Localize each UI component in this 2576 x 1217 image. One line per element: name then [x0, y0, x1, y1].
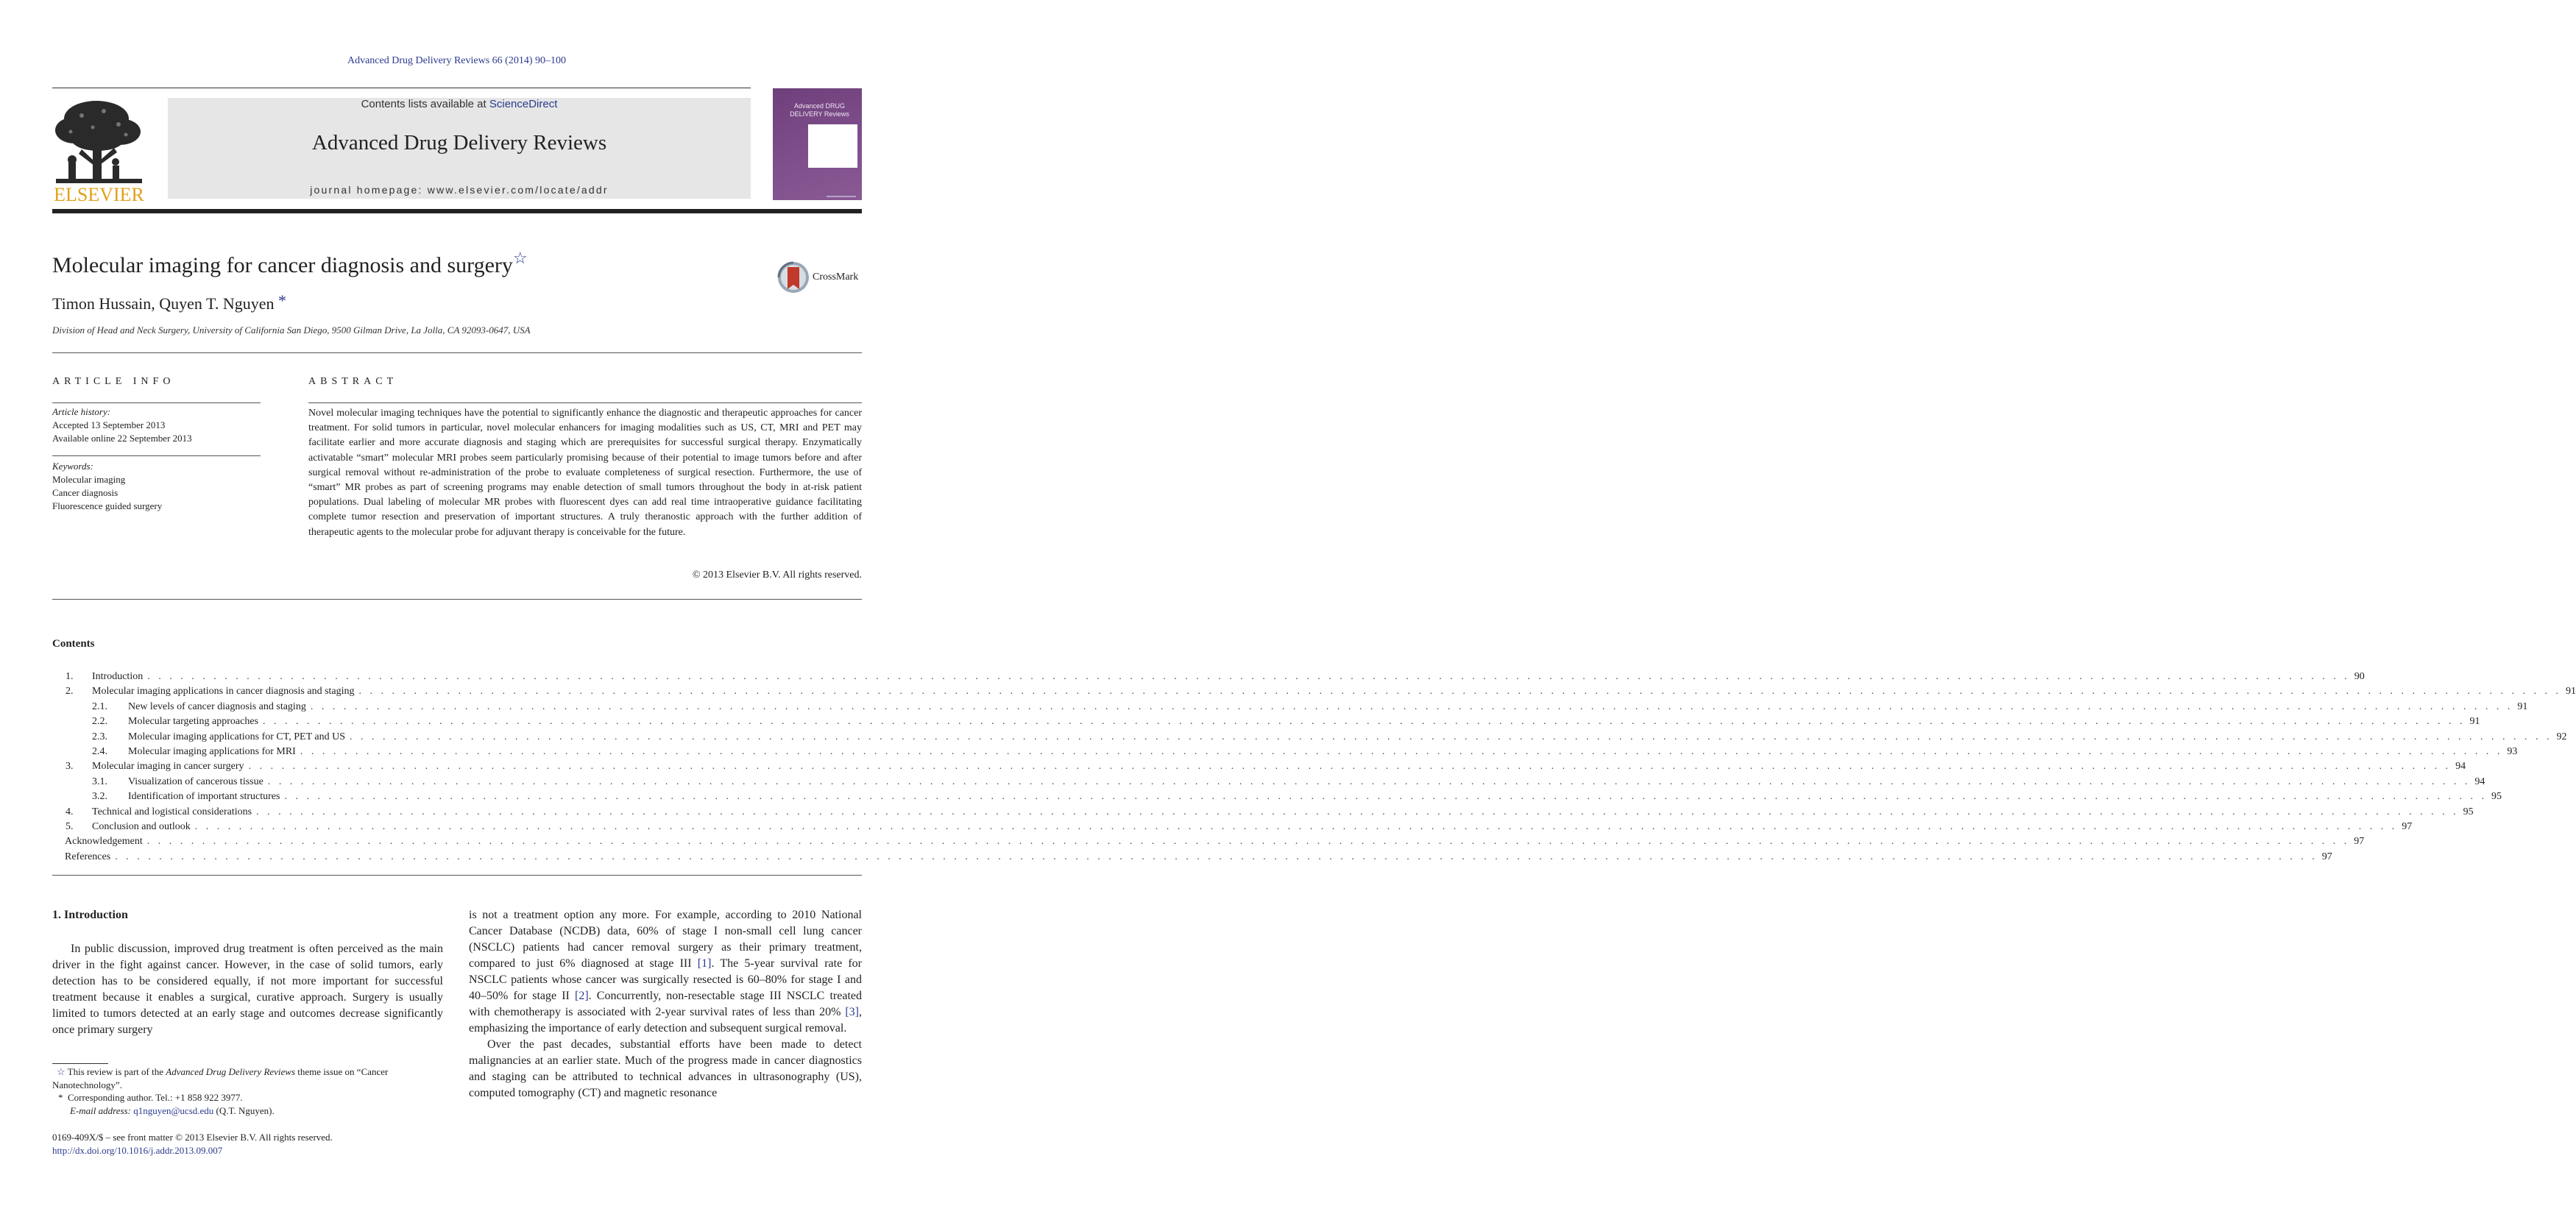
body-text: , emphasizing the importance of early detection and subsequent surgical removal.	[469, 1006, 862, 1035]
toc-entry-page[interactable]: 90	[2354, 671, 2365, 682]
body-text: . The 5-year survival rate for NSCLC patients whose cancer was surgically resected is 60–80% for stage I and 40–50% for stage II	[469, 957, 863, 1002]
journal-cover-strip	[827, 196, 856, 197]
footnote-rule	[52, 1063, 108, 1064]
toc-entry-title[interactable]: Molecular imaging applications for CT, PET and US	[128, 731, 345, 742]
footnote-star-icon: ☆	[57, 1066, 66, 1077]
elsevier-wordmark: ELSEVIER	[54, 184, 144, 205]
body-text: is not a treatment option any more. For example, according to 2010 National Cancer Database (NCDB) data, 60% of stage I non-small cell lung cancer (NSCLC) patients had cancer removal surgery as their primary treatment, compared to just 6% diagnosed at stage III	[469, 909, 862, 970]
toc-entry-page[interactable]: 91	[2566, 686, 2576, 698]
toc-entry[interactable]	[52, 790, 2502, 804]
toc-entry-number: 5.	[66, 820, 74, 832]
toc-entry-number-text: 3.1.	[92, 776, 107, 787]
keyword-item: Fluorescence guided surgery	[52, 500, 163, 511]
toc-dot-leader: . . . . . . . . . . . . . . . . . . . . . . . . . . . . . . . . . . . . . . . . . . . . . . . . . . . . . . . . . . . . . . . . . . . . . . . . . . . . . . . . . . . . . . . . . . . . . . . . . . . . . . . . . . . . . . . . . . . . . . . . . . . . . . . . . . . . . . . . . . . . . . . . . . . . . . . . . . . . . . . . . . . . . . . . . . . . . . . . . . . . . . . . . . . . . . . . . . . . . . . .	[358, 686, 2562, 698]
toc-dot-leader: . . . . . . . . . . . . . . . . . . . . . . . . . . . . . . . . . . . . . . . . . . . . . . . . . . . . . . . . . . . . . . . . . . . . . . . . . . . . . . . . . . . . . . . . . . . . . . . . . . . . . . . . . . . . . . . . . . . . . . . . . . . . . . . . . . . . . . . . . . . . . . . . . . . . . . . . . . . . . . . . . . . . . . . . . . . . . . . . . . . . . . . . . . . . . . . . . . . . . . . .	[146, 836, 2350, 848]
toc-dot-leader: . . . . . . . . . . . . . . . . . . . . . . . . . . . . . . . . . . . . . . . . . . . . . . . . . . . . . . . . . . . . . . . . . . . . . . . . . . . . . . . . . . . . . . . . . . . . . . . . . . . . . . . . . . . . . . . . . . . . . . . . . . . . . . . . . . . . . . . . . . . . . . . . . . . . . . . . . . . . . . . . . . . . . . . . . . . . . . . . . . . . . . . . . . . . . . . . . . . . . . . .	[300, 745, 2503, 757]
footnote-text: theme issue on “Cancer Nanotechnology”.	[52, 1066, 389, 1090]
email-label: E-mail address:	[70, 1104, 134, 1116]
toc-entry-number: 3.	[66, 761, 74, 773]
body-text: . Concurrently, non-resectable stage III NSCLC treated with chemotherapy is associated with 2-year survival rates of less than 20%	[469, 990, 862, 1018]
toc-entry-page[interactable]: 93	[2507, 745, 2518, 757]
toc-entry-number	[52, 834, 65, 849]
toc-entry-page[interactable]: 95	[2463, 806, 2474, 817]
toc-entry-number	[52, 850, 65, 865]
toc-entry-title[interactable]: Molecular imaging applications for MRI	[128, 745, 296, 757]
footnote-text: Corresponding author. Tel.: +1 858 922 3977.	[68, 1092, 243, 1103]
article-title-text: Molecular imaging for cancer diagnosis and surgery	[52, 253, 513, 277]
toc-entry-number: 2.	[66, 686, 74, 698]
toc-entry-page[interactable]: 91	[2517, 700, 2528, 712]
toc-dot-leader: . . . . . . . . . . . . . . . . . . . . . . . . . . . . . . . . . . . . . . . . . . . . . . . . . . . . . . . . . . . . . . . . . . . . . . . . . . . . . . . . . . . . . . . . . . . . . . . . . . . . . . . . . . . . . . . . . . . . . . . . . . . . . . . . . . . . . . . . . . . . . . . . . . . . . . . . . . . . . . . . . . . . . . . . . . . . . . . . . . . . . . . . . . . . . . . . . . . . . . . .	[349, 731, 2552, 742]
toc-entry-number-text: 2.3.	[92, 731, 107, 742]
abstract-rule	[308, 402, 862, 403]
footnotes	[52, 1065, 443, 1117]
toc-entry-title[interactable]: Molecular targeting approaches	[128, 716, 259, 728]
toc-entry-title[interactable]: Technical and logistical considerations	[92, 806, 252, 817]
sciencedirect-link[interactable]: ScienceDirect	[489, 98, 558, 110]
toc-dot-leader: . . . . . . . . . . . . . . . . . . . . . . . . . . . . . . . . . . . . . . . . . . . . . . . . . . . . . . . . . . . . . . . . . . . . . . . . . . . . . . . . . . . . . . . . . . . . . . . . . . . . . . . . . . . . . . . . . . . . . . . . . . . . . . . . . . . . . . . . . . . . . . . . . . . . . . . . . . . . . . . . . . . . . . . . . . . . . . . . . . . . . . . . . . . . . . . . . . . . . . . .	[267, 776, 2471, 787]
toc-entry-page[interactable]: 92	[2556, 731, 2567, 742]
toc-entry-title[interactable]: Acknowledgement	[65, 836, 143, 848]
toc-dot-leader: . . . . . . . . . . . . . . . . . . . . . . . . . . . . . . . . . . . . . . . . . . . . . . . . . . . . . . . . . . . . . . . . . . . . . . . . . . . . . . . . . . . . . . . . . . . . . . . . . . . . . . . . . . . . . . . . . . . . . . . . . . . . . . . . . . . . . . . . . . . . . . . . . . . . . . . . . . . . . . . . . . . . . . . . . . . . . . . . . . . . . . . . . . . . . . . . . . . . . . . .	[310, 700, 2513, 712]
footnote-corresponding-author	[52, 1091, 443, 1104]
toc-dot-leader: . . . . . . . . . . . . . . . . . . . . . . . . . . . . . . . . . . . . . . . . . . . . . . . . . . . . . . . . . . . . . . . . . . . . . . . . . . . . . . . . . . . . . . . . . . . . . . . . . . . . . . . . . . . . . . . . . . . . . . . . . . . . . . . . . . . . . . . . . . . . . . . . . . . . . . . . . . . . . . . . . . . . . . . . . . . . . . . . . . . . . . . . . . . . . . . . . . . . . . . .	[256, 806, 2459, 817]
journal-title: Advanced Drug Delivery Reviews	[311, 131, 607, 155]
toc-entry-page[interactable]: 94	[2474, 776, 2485, 787]
author-affiliation: Division of Head and Neck Surgery, University of California San Diego, 9500 Gilman Drive, La Jolla, CA 92093-0647, USA	[52, 324, 531, 336]
crossmark-label[interactable]: CrossMark	[813, 272, 859, 283]
toc-entry-title[interactable]: Molecular imaging applications in cancer diagnosis and staging	[92, 686, 355, 698]
toc-dot-leader: . . . . . . . . . . . . . . . . . . . . . . . . . . . . . . . . . . . . . . . . . . . . . . . . . . . . . . . . . . . . . . . . . . . . . . . . . . . . . . . . . . . . . . . . . . . . . . . . . . . . . . . . . . . . . . . . . . . . . . . . . . . . . . . . . . . . . . . . . . . . . . . . . . . . . . . . . . . . . . . . . . . . . . . . . . . . . . . . . . . . . . . . . . . . . . . . . . . . . . . .	[248, 761, 2452, 773]
contents-prefix: Contents lists available at	[361, 98, 489, 110]
article-info-heading: ARTICLE INFO	[52, 376, 175, 387]
section-heading-introduction: 1. Introduction	[52, 909, 128, 921]
article-title	[52, 249, 528, 278]
toc-entry-page[interactable]: 97	[2402, 820, 2413, 832]
contents-heading: Contents	[52, 638, 95, 650]
contents-available-line	[168, 98, 751, 110]
history-accepted: Accepted 13 September 2013	[52, 419, 166, 430]
toc-entry-number	[52, 775, 128, 790]
toc-dot-leader: . . . . . . . . . . . . . . . . . . . . . . . . . . . . . . . . . . . . . . . . . . . . . . . . . . . . . . . . . . . . . . . . . . . . . . . . . . . . . . . . . . . . . . . . . . . . . . . . . . . . . . . . . . . . . . . . . . . . . . . . . . . . . . . . . . . . . . . . . . . . . . . . . . . . . . . . . . . . . . . . . . . . . . . . . . . . . . . . . . . . . . . . . . . . . . . . . . . . . . . .	[263, 716, 2466, 728]
article-info-rule	[52, 402, 261, 403]
reference-link-3[interactable]: [3]	[845, 1006, 859, 1018]
toc-entry[interactable]	[52, 714, 2480, 729]
body-paragraph	[469, 907, 862, 1037]
toc-entry[interactable]	[52, 745, 2518, 759]
crossmark-icon[interactable]	[777, 261, 810, 294]
article-history	[52, 405, 192, 445]
toc-entry-title[interactable]: Identification of important structures	[128, 791, 280, 803]
toc-entry-page[interactable]: 94	[2455, 761, 2466, 773]
body-paragraph: In public discussion, improved drug treatment is often perceived as the main driver in the fight against cancer. However, in the case of solid tumors, early detection has to be considered equally, if not more important for successful treatment because it enables a surgical, curative approach. Surgery is usually limited to tumors detected at an early stage and outcomes decrease significantly once primary surgery	[52, 943, 443, 1036]
keyword-item: Cancer diagnosis	[52, 487, 118, 498]
toc-entry[interactable]	[52, 730, 2567, 745]
toc-entry-title[interactable]: New levels of cancer diagnosis and staging	[128, 700, 306, 712]
abstract-copyright: © 2013 Elsevier B.V. All rights reserved.	[692, 570, 862, 581]
toc-entry[interactable]	[52, 834, 2365, 849]
toc-entry-number: 1.	[66, 671, 74, 682]
journal-cover-title: Advanced DRUG DELIVERY Reviews	[790, 102, 849, 118]
journal-homepage-link[interactable]: journal homepage: www.elsevier.com/locate/addr	[310, 184, 609, 196]
toc-entry-page[interactable]: 95	[2491, 791, 2502, 803]
body-paragraph: Over the past decades, substantial efforts have been made to detect malignancies at an earlier state. Much of the progress made in cancer diagnostics and staging can be attributed to technical advances in ultrasonography (US), computed tomography (CT) and magnetic resonance	[469, 1038, 862, 1099]
toc-entry-number	[52, 790, 128, 804]
toc-entry-title[interactable]: Molecular imaging in cancer surgery	[92, 761, 244, 773]
body-column-left	[52, 941, 443, 1038]
footnote-theme-issue	[52, 1065, 443, 1091]
journal-cover-panel	[808, 124, 857, 168]
contents-divider	[52, 875, 862, 876]
keywords-rule	[52, 455, 261, 456]
footnote-asterisk: *	[58, 1092, 63, 1103]
toc-entry[interactable]	[52, 805, 2474, 820]
footnote-text: This review is part of the	[67, 1066, 166, 1077]
toc-dot-leader: . . . . . . . . . . . . . . . . . . . . . . . . . . . . . . . . . . . . . . . . . . . . . . . . . . . . . . . . . . . . . . . . . . . . . . . . . . . . . . . . . . . . . . . . . . . . . . . . . . . . . . . . . . . . . . . . . . . . . . . . . . . . . . . . . . . . . . . . . . . . . . . . . . . . . . . . . . . . . . . . . . . . . . . . . . . . . . . . . . . . . . . . . . . . . . . . . . . . . . . .	[284, 791, 2487, 803]
reference-link-2[interactable]: [2]	[575, 990, 589, 1002]
table-of-contents	[52, 670, 2576, 865]
toc-entry-number-text: 3.2.	[92, 791, 107, 803]
toc-entry[interactable]	[52, 684, 2576, 699]
footnote-journal-name: Advanced Drug Delivery Reviews	[166, 1066, 296, 1077]
toc-entry-number	[52, 745, 128, 759]
toc-entry-number-text: 2.1.	[92, 700, 107, 712]
toc-entry-number	[52, 730, 128, 745]
toc-dot-leader: . . . . . . . . . . . . . . . . . . . . . . . . . . . . . . . . . . . . . . . . . . . . . . . . . . . . . . . . . . . . . . . . . . . . . . . . . . . . . . . . . . . . . . . . . . . . . . . . . . . . . . . . . . . . . . . . . . . . . . . . . . . . . . . . . . . . . . . . . . . . . . . . . . . . . . . . . . . . . . . . . . . . . . . . . . . . . . . . . . . . . . . . . . . . . . . . . . . . . . . .	[147, 671, 2350, 682]
toc-entry[interactable]	[52, 775, 2485, 790]
email-suffix: (Q.T. Nguyen).	[213, 1104, 275, 1116]
reference-link-1[interactable]: [1]	[697, 957, 712, 970]
toc-entry[interactable]	[52, 850, 2332, 865]
issn-line: 0169-409X/$ – see front matter © 2013 Elsevier B.V. All rights reserved.	[52, 1132, 333, 1143]
keywords-label: Keywords:	[52, 461, 93, 472]
toc-dot-leader: . . . . . . . . . . . . . . . . . . . . . . . . . . . . . . . . . . . . . . . . . . . . . . . . . . . . . . . . . . . . . . . . . . . . . . . . . . . . . . . . . . . . . . . . . . . . . . . . . . . . . . . . . . . . . . . . . . . . . . . . . . . . . . . . . . . . . . . . . . . . . . . . . . . . . . . . . . . . . . . . . . . . . . . . . . . . . . . . . . . . . . . . . . . . . . . . . . . . . . . .	[194, 820, 2398, 832]
toc-entry[interactable]	[52, 759, 2466, 774]
toc-entry-title[interactable]: Introduction	[92, 671, 144, 682]
toc-entry-page[interactable]: 91	[2469, 716, 2480, 728]
front-matter	[52, 1131, 333, 1157]
article-authors	[52, 291, 286, 313]
abstract-text: Novel molecular imaging techniques have the potential to significantly enhance the diagnostic and therapeutic approaches for cancer treatment. For solid tumors in particular, novel molecular enhancers for imaging modalities such as US, CT, MRI and PET may facilitate earlier and more accurate diagnosis and staging which are prerequisites for successful surgical therapy. Enzymatically activatable “smart” molecular MRI probes seem particularly promising because of their potential to image tumors before and after surgical removal without re-administration of the probe to evaluate completeness of surgical resection. Furthermore, the use of “smart” MR probes as part of screening programs may enable detection of small tumors throughout the body in at-risk patient populations. Dual labeling of molecular MR probes with fluorescent dyes can add real time intraoperative guidance facilitating complete tumor resection and preservation of important structures. A truly theranostic approach with the further addition of therapeutic agents to the molecular probe for adjuvant therapy is conceivable for the future.	[308, 408, 862, 538]
title-footnote-star-icon[interactable]: ☆	[512, 249, 528, 267]
title-divider	[52, 352, 862, 353]
toc-entry-title[interactable]: References	[65, 851, 111, 862]
body-column-right	[469, 907, 862, 1101]
keyword-item: Molecular imaging	[52, 474, 126, 485]
toc-entry-number: 4.	[66, 806, 74, 817]
toc-entry-page[interactable]: 97	[2321, 851, 2332, 862]
toc-entry-page[interactable]: 97	[2354, 836, 2365, 848]
corresponding-author-asterisk[interactable]: *	[278, 291, 286, 310]
doi-link[interactable]: http://dx.doi.org/10.1016/j.addr.2013.09.007	[52, 1145, 223, 1156]
toc-entry[interactable]	[52, 700, 2528, 714]
history-available-online: Available online 22 September 2013	[52, 433, 192, 444]
footnote-email	[52, 1104, 443, 1118]
toc-entry-number	[52, 714, 128, 729]
toc-dot-leader: . . . . . . . . . . . . . . . . . . . . . . . . . . . . . . . . . . . . . . . . . . . . . . . . . . . . . . . . . . . . . . . . . . . . . . . . . . . . . . . . . . . . . . . . . . . . . . . . . . . . . . . . . . . . . . . . . . . . . . . . . . . . . . . . . . . . . . . . . . . . . . . . . . . . . . . . . . . . . . . . . . . . . . . . . . . . . . . . . . . . . . . . . . . . . . . . . . . . . . . .	[115, 851, 2318, 862]
toc-entry[interactable]	[52, 670, 2365, 684]
abstract-heading: ABSTRACT	[308, 376, 398, 387]
journal-citation-link[interactable]: Advanced Drug Delivery Reviews 66 (2014) 90–100	[347, 55, 567, 66]
email-link[interactable]: q1nguyen@ucsd.edu	[133, 1104, 214, 1116]
toc-entry-title[interactable]: Conclusion and outlook	[92, 820, 191, 832]
toc-entry-number-text: 2.2.	[92, 716, 107, 728]
toc-entry-number	[52, 700, 128, 714]
header-thick-rule	[52, 209, 862, 213]
author-names: Timon Hussain, Quyen T. Nguyen	[52, 294, 275, 313]
toc-entry[interactable]	[52, 820, 2413, 834]
article-history-label: Article history:	[52, 406, 111, 417]
abstract-divider	[52, 599, 862, 600]
toc-entry-title[interactable]: Visualization of cancerous tissue	[128, 776, 263, 787]
toc-entry-number-text: 2.4.	[92, 745, 107, 757]
keywords-list	[52, 460, 162, 513]
